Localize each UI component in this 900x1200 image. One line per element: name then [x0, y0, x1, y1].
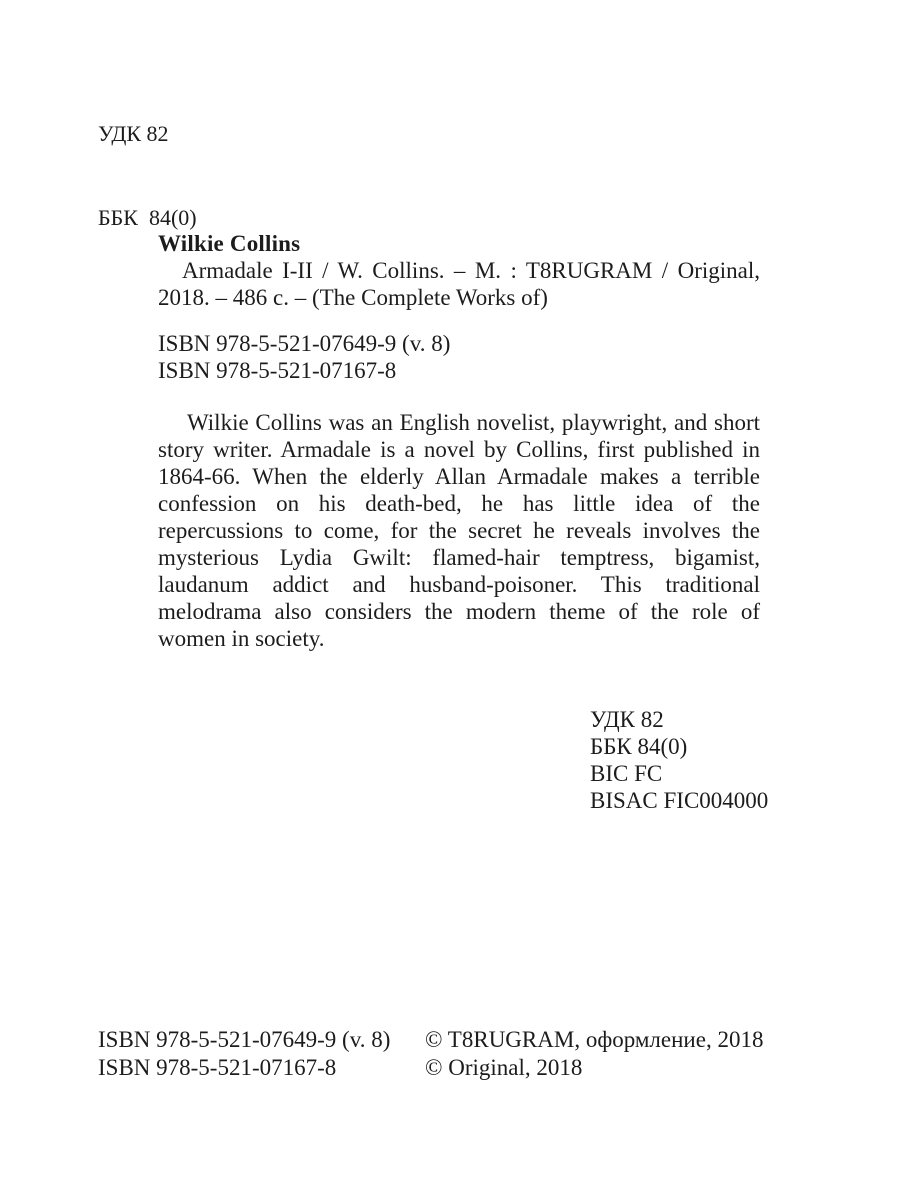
footer-isbn-edition: ISBN 978-5-521-07167-8	[98, 1055, 337, 1080]
bibliographic-entry: Armadale I-II / W. Collins. – M. : T8RUGRAM / Original, 2018. – 486 с. – (The Complete Works of)	[158, 258, 760, 310]
classification-block	[590, 706, 768, 814]
footer-copyright-column	[425, 1026, 763, 1082]
bisac-code: BISAC FIC004000	[590, 788, 769, 813]
udk-code-top: УДК 82	[98, 121, 169, 146]
bic-code: BIC FC	[590, 761, 663, 786]
isbn-group	[158, 330, 760, 384]
copyright-original-line: © Original, 2018	[425, 1055, 583, 1080]
imprint-block	[158, 230, 760, 652]
isbn-volume: ISBN 978-5-521-07649-9 (v. 8)	[158, 331, 451, 356]
bbk-code-top: ББК 84(0)	[98, 205, 197, 230]
footer-isbn-column	[98, 1026, 390, 1082]
copyright-design-line: © T8RUGRAM, оформление, 2018	[425, 1027, 764, 1052]
footer-isbn-volume: ISBN 978-5-521-07649-9 (v. 8)	[98, 1027, 391, 1052]
annotation-paragraph: Wilkie Collins was an English novelist, playwright, and short story writer. Armadale is a novel by Collins, first published in 1864-66. When the elderly Allan Armadale makes a terrible confession on his death-bed, he has little idea of the repercussions to come, for the secret he reveals involves the mysterious Lydia Gwilt: flamed-hair temptress, bigamist, laudanum addict and husband-poisoner. This traditional melodrama also considers the modern theme of the role of women in society.	[158, 410, 760, 651]
udk-code: УДК 82	[590, 707, 664, 732]
author-name: Wilkie Collins	[158, 231, 301, 256]
isbn-edition: ISBN 978-5-521-07167-8	[158, 358, 397, 383]
bbk-code: ББК 84(0)	[590, 734, 688, 759]
